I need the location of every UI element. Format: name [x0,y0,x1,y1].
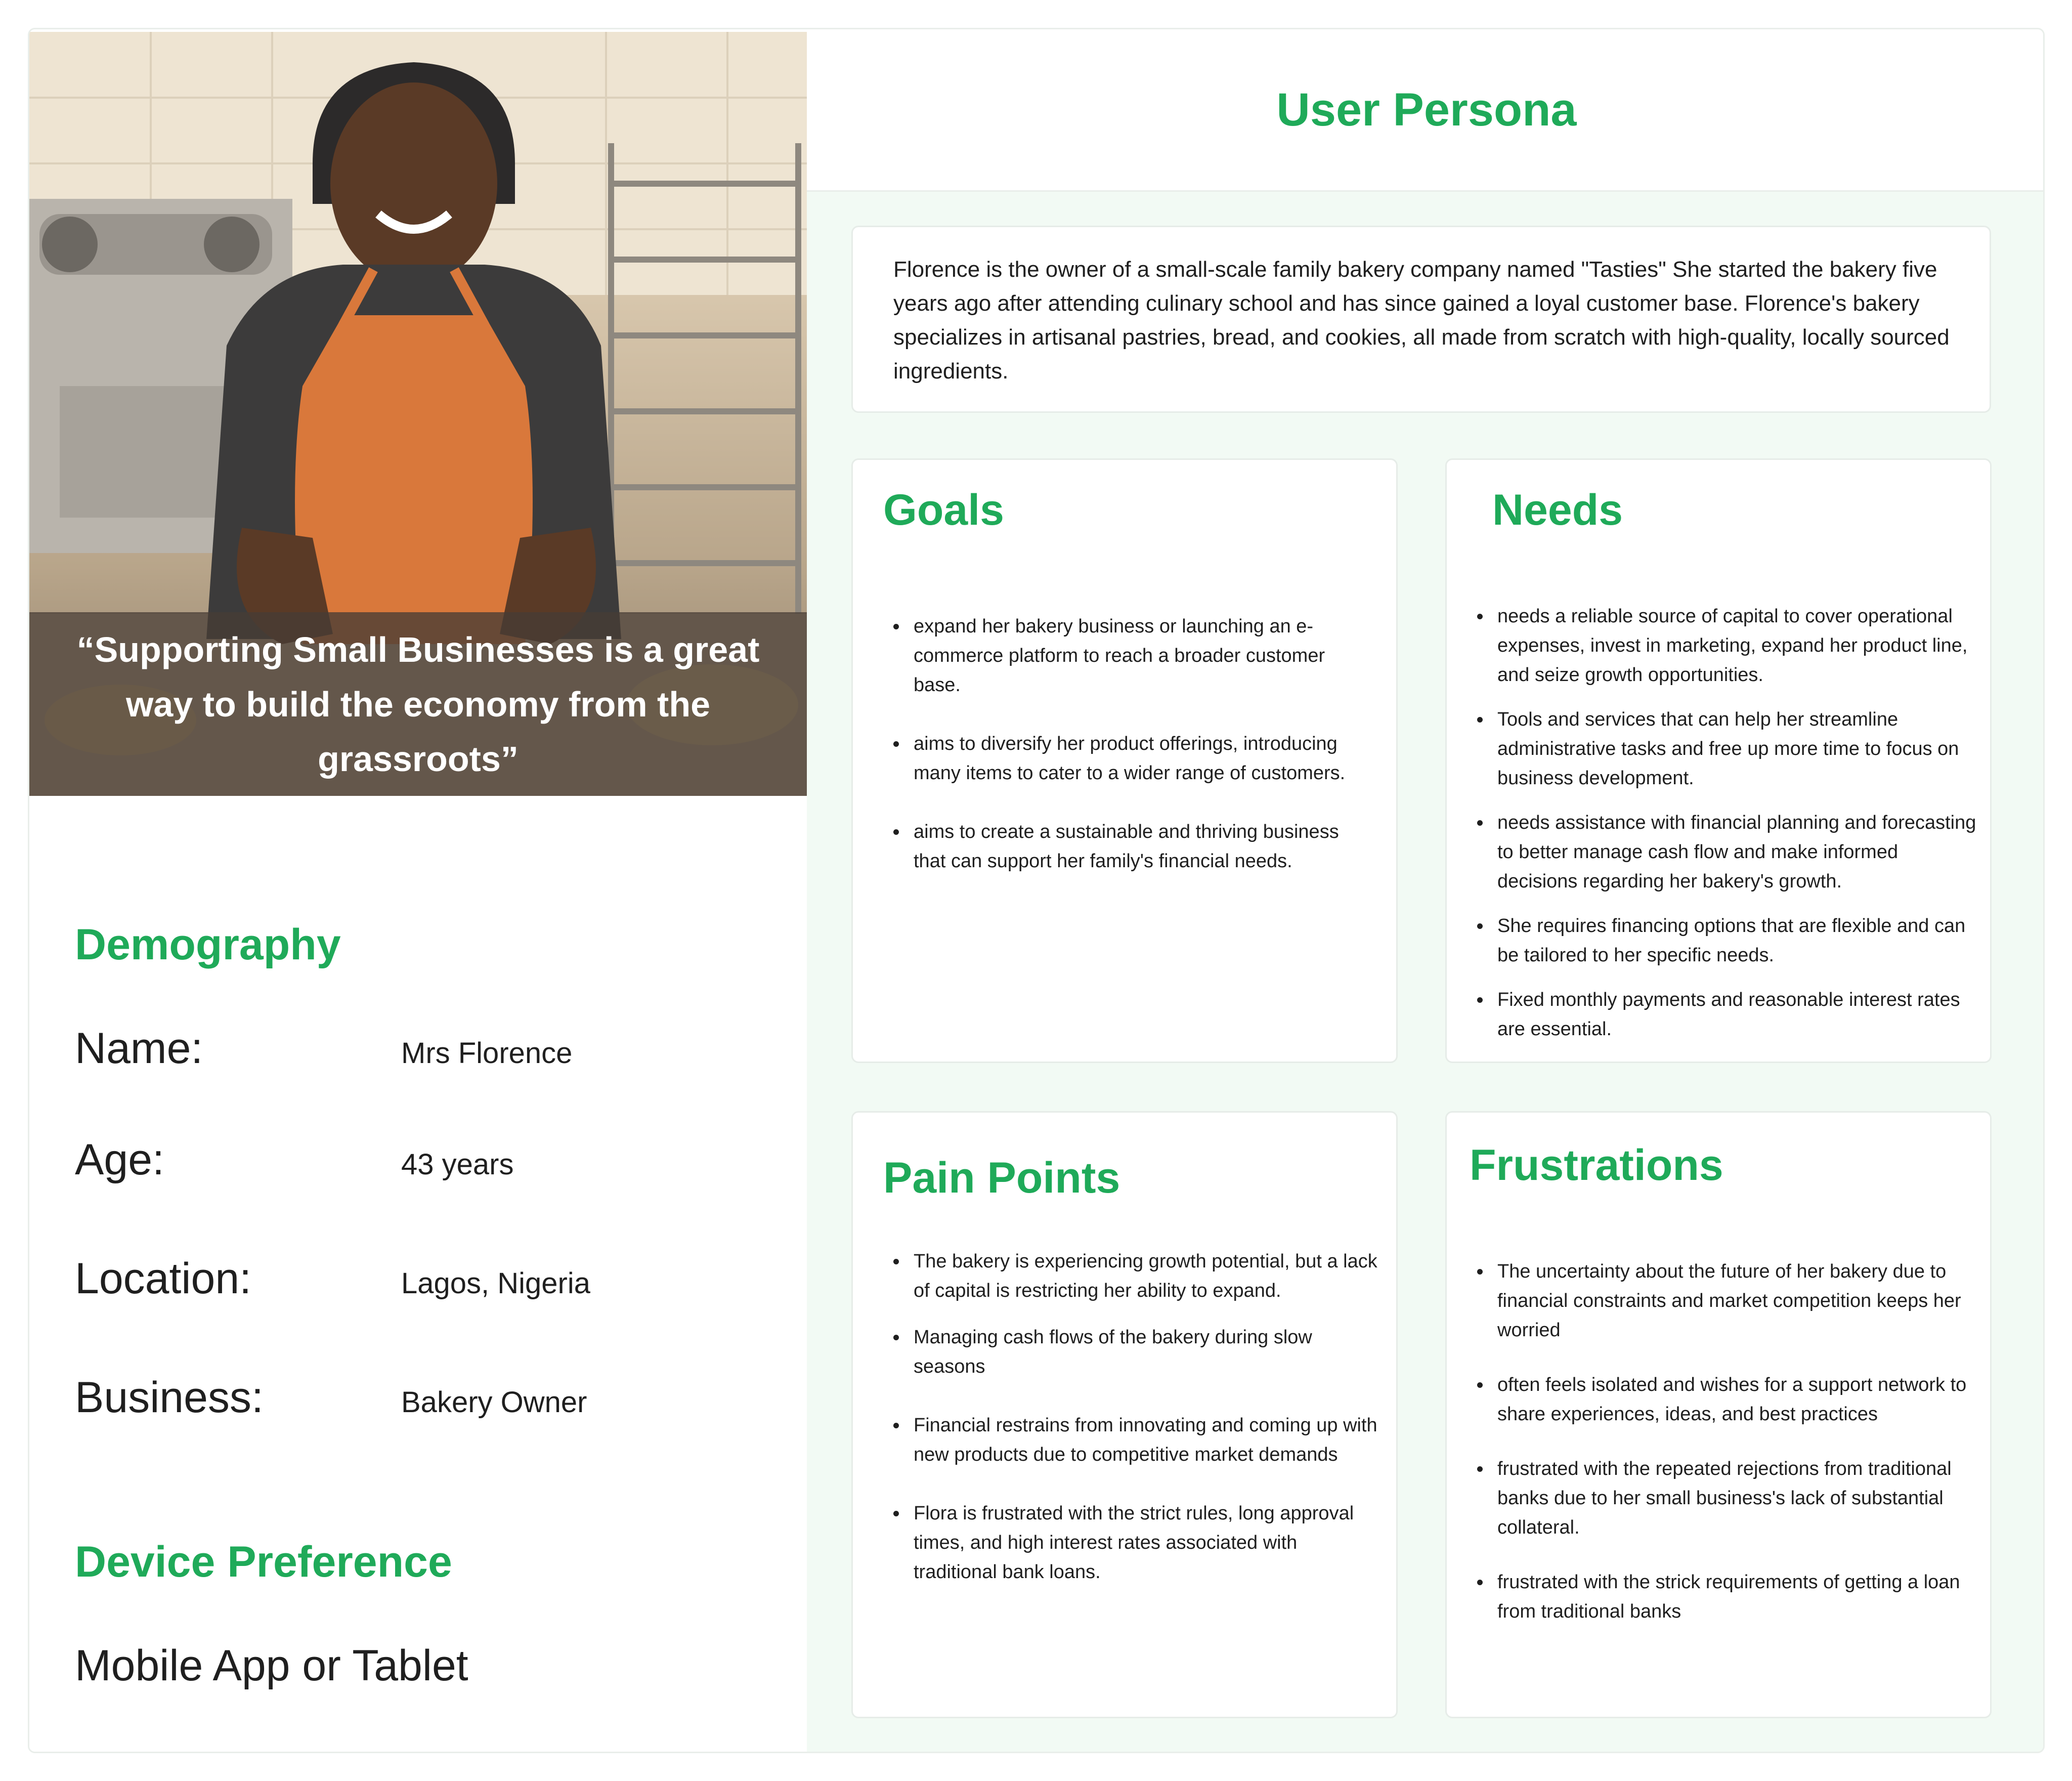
list-item: often feels isolated and wishes for a support network to share experiences, ideas, and best practices [1477,1370,1983,1429]
page-title: User Persona [1276,83,1577,136]
age-label: Age: [75,1135,164,1184]
goals-list [893,612,1369,876]
age-value: 43 years [401,1148,514,1181]
demography-title: Demography [75,920,341,969]
needs-title: Needs [1492,486,1623,534]
needs-list [1477,602,1978,1044]
right-column [807,29,2045,1752]
list-item: The uncertainty about the future of her bakery due to financial constraints and market competition keeps her worried [1477,1257,1983,1345]
header-bar [807,29,2045,192]
list-item: aims to diversify her product offerings, introducing many items to cater to a wider range of customers. [893,729,1369,788]
goals-title: Goals [883,486,1004,534]
list-item: needs a reliable source of capital to cover operational expenses, invest in marketing, expand her product line, and seize growth opportunities. [1477,602,1978,690]
persona-quote: “Supporting Small Businesses is a great way to build the economy from the grassroots” [76,629,760,779]
list-item: Tools and services that can help her streamline administrative tasks and free up more time to focus on business development. [1477,705,1978,793]
list-item: The bakery is experiencing growth potential, but a lack of capital is restricting her ability to expand. [893,1247,1379,1305]
intro-text: Florence is the owner of a small-scale family bakery company named "Tasties" She started the bakery five years ago after attending culinary school and has since gained a loyal customer base. Florence's bakery specializes in artisanal pastries, bread, and cookies, all made from scratch with high-quality, locally sourced ingredients. [893,257,1950,384]
list-item: Fixed monthly payments and reasonable interest rates are essential. [1477,985,1978,1044]
frustrations-panel [1445,1111,1992,1718]
device-preference-value: Mobile App or Tablet [75,1641,468,1690]
list-item: frustrated with the strick requirements of getting a loan from traditional banks [1477,1567,1983,1626]
list-item: Managing cash flows of the bakery during slow seasons [893,1323,1379,1381]
persona-photo [29,32,807,796]
pain-points-panel [851,1111,1398,1718]
quote-overlay [29,612,807,796]
list-item: frustrated with the repeated rejections from traditional banks due to her small business's lack of substantial collateral. [1477,1454,1983,1542]
left-column [29,29,808,1752]
business-value: Bakery Owner [401,1386,587,1419]
needs-panel [1445,458,1992,1063]
list-item: Financial restrains from innovating and coming up with new products due to competitive market demands [893,1411,1379,1469]
list-item: She requires financing options that are flexible and can be tailored to her specific needs. [1477,911,1978,970]
name-label: Name: [75,1024,203,1073]
device-preference-title: Device Preference [75,1538,452,1586]
location-label: Location: [75,1254,252,1303]
list-item: expand her bakery business or launching an e-commerce platform to reach a broader customer base. [893,612,1369,700]
name-value: Mrs Florence [401,1037,573,1070]
pain-points-title: Pain Points [883,1154,1120,1202]
business-label: Business: [75,1373,264,1422]
goals-panel [851,458,1398,1063]
list-item: aims to create a sustainable and thriving business that can support her family's financial needs. [893,817,1369,876]
list-item: Flora is frustrated with the strict rules, long approval times, and high interest rates associated with traditional bank loans. [893,1499,1379,1587]
location-value: Lagos, Nigeria [401,1267,590,1300]
frustrations-title: Frustrations [1470,1141,1723,1190]
list-item: needs assistance with financial planning and forecasting to better manage cash flow and make informed decisions regarding her bakery's growth. [1477,808,1978,896]
frustrations-list [1477,1257,1983,1626]
pain-points-list [893,1247,1379,1587]
intro-panel [851,226,1991,413]
persona-card [28,28,2045,1753]
